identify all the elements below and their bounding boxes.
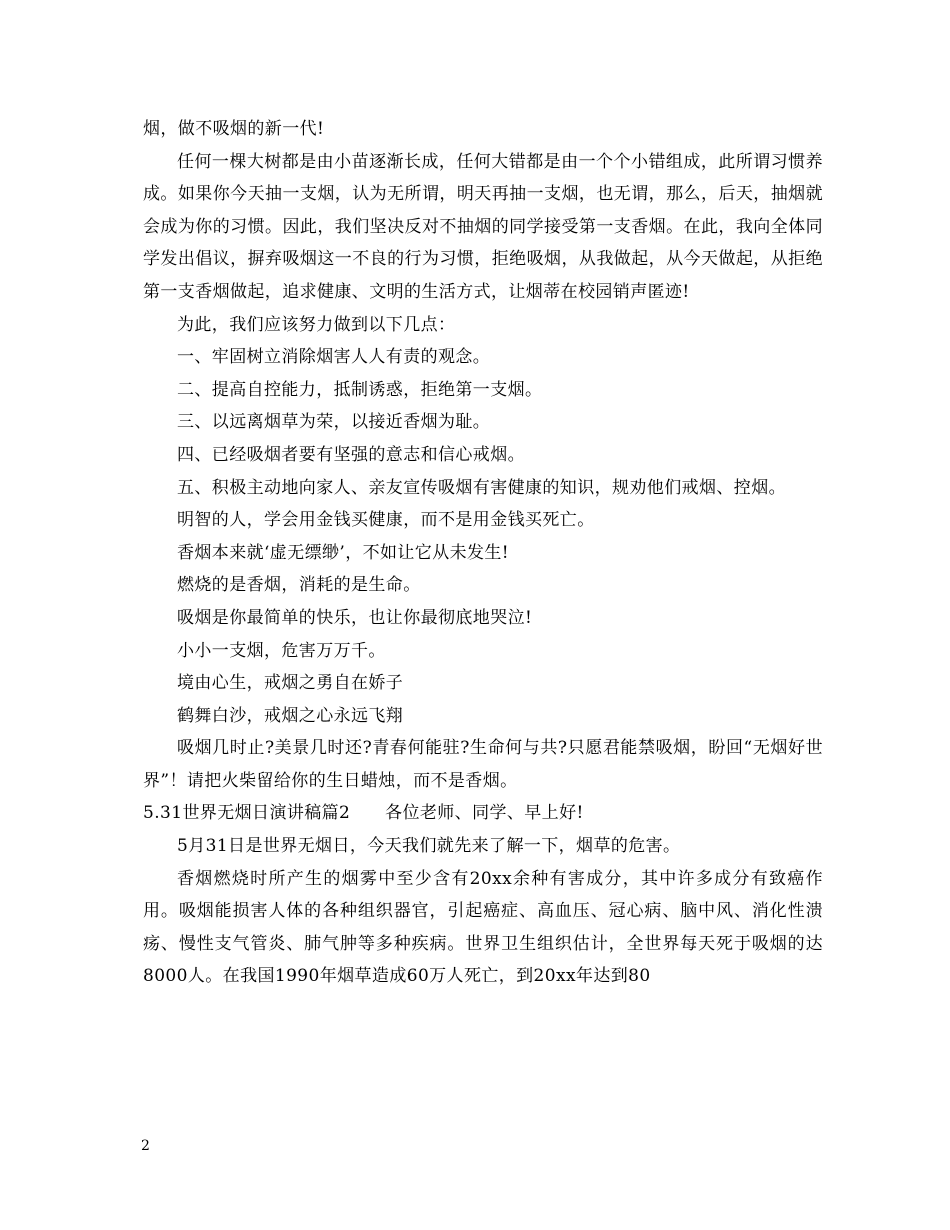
list-item-point-1: 一、牢固树立消除烟害人人有责的观念。 bbox=[177, 347, 491, 368]
list-item-point-5: 五、积极主动地向家人、亲友宣传吸烟有害健康的知识，规劝他们戒烟、控烟。 bbox=[177, 477, 786, 498]
section-heading-speech-2: 5.31世界无烟日演讲稿篇2 各位老师、同学、早上好! bbox=[143, 803, 584, 824]
slogan-line: 明智的人，学会用金钱买健康，而不是用金钱买死亡。 bbox=[177, 510, 595, 531]
paragraph-speech-intro: 5月31日是世界无烟日，今天我们就先来了解一下，烟草的危害。 bbox=[177, 836, 681, 857]
paragraph-closing: 吸烟几时止?美景几时还?青春何能驻?生命何与共?只愿君能禁吸烟，盼回“无烟好世界”！请把火柴留给你的生日蜡烛，而不是香烟。 bbox=[143, 738, 823, 791]
slogan-line: 香烟本来就‘虚无缥缈’，不如让它从未发生! bbox=[177, 542, 510, 563]
slogan-line: 境由心生，戒烟之勇自在娇子 bbox=[177, 673, 404, 694]
document-body bbox=[143, 113, 823, 993]
list-item-point-4: 四、已经吸烟者要有坚强的意志和信心戒烟。 bbox=[177, 444, 525, 465]
paragraph-tobacco-harm: 香烟燃烧时所产生的烟雾中至少含有20xx余种有害成分，其中许多成分有致癌作用。吸烟能损害人体的各种组织器官，引起癌症、高血压、冠心病、脑中风、消化性溃疡、慢性支气管炎、肺气肿等多种疾病。世界卫生组织估计，全世界每天死于吸烟的达8000人。在我国1990年烟草造成60万人死亡，到20xx年达到80 bbox=[143, 868, 823, 987]
paragraph-habit: 任何一棵大树都是由小苗逐渐长成，任何大错都是由一个个小错组成，此所谓习惯养成。如果你今天抽一支烟，认为无所谓，明天再抽一支烟，也无谓，那么，后天，抽烟就会成为你的习惯。因此，我们坚决反对不抽烟的同学接受第一支香烟。在此，我向全体同学发出倡议，摒弃吸烟这一不良的行为习惯，拒绝吸烟，从我做起，从今天做起，从拒绝第一支香烟做起，追求健康、文明的生活方式，让烟蒂在校园销声匿迹! bbox=[143, 151, 823, 302]
paragraph-points-intro: 为此，我们应该努力做到以下几点： bbox=[177, 314, 456, 335]
slogan-line: 燃烧的是香烟，消耗的是生命。 bbox=[177, 575, 421, 596]
paragraph-continued: 烟，做不吸烟的新一代! bbox=[143, 119, 325, 139]
list-item-point-2: 二、提高自控能力，抵制诱惑，拒绝第一支烟。 bbox=[177, 379, 543, 400]
slogan-line: 小小一支烟，危害万万千。 bbox=[177, 640, 386, 661]
slogan-line: 鹤舞白沙，戒烟之心永远飞翔 bbox=[177, 705, 404, 726]
slogan-line: 吸烟是你最简单的快乐，也让你最彻底地哭泣! bbox=[177, 607, 533, 628]
list-item-point-3: 三、以远离烟草为荣，以接近香烟为耻。 bbox=[177, 412, 491, 433]
page-number: 2 bbox=[141, 1138, 150, 1154]
